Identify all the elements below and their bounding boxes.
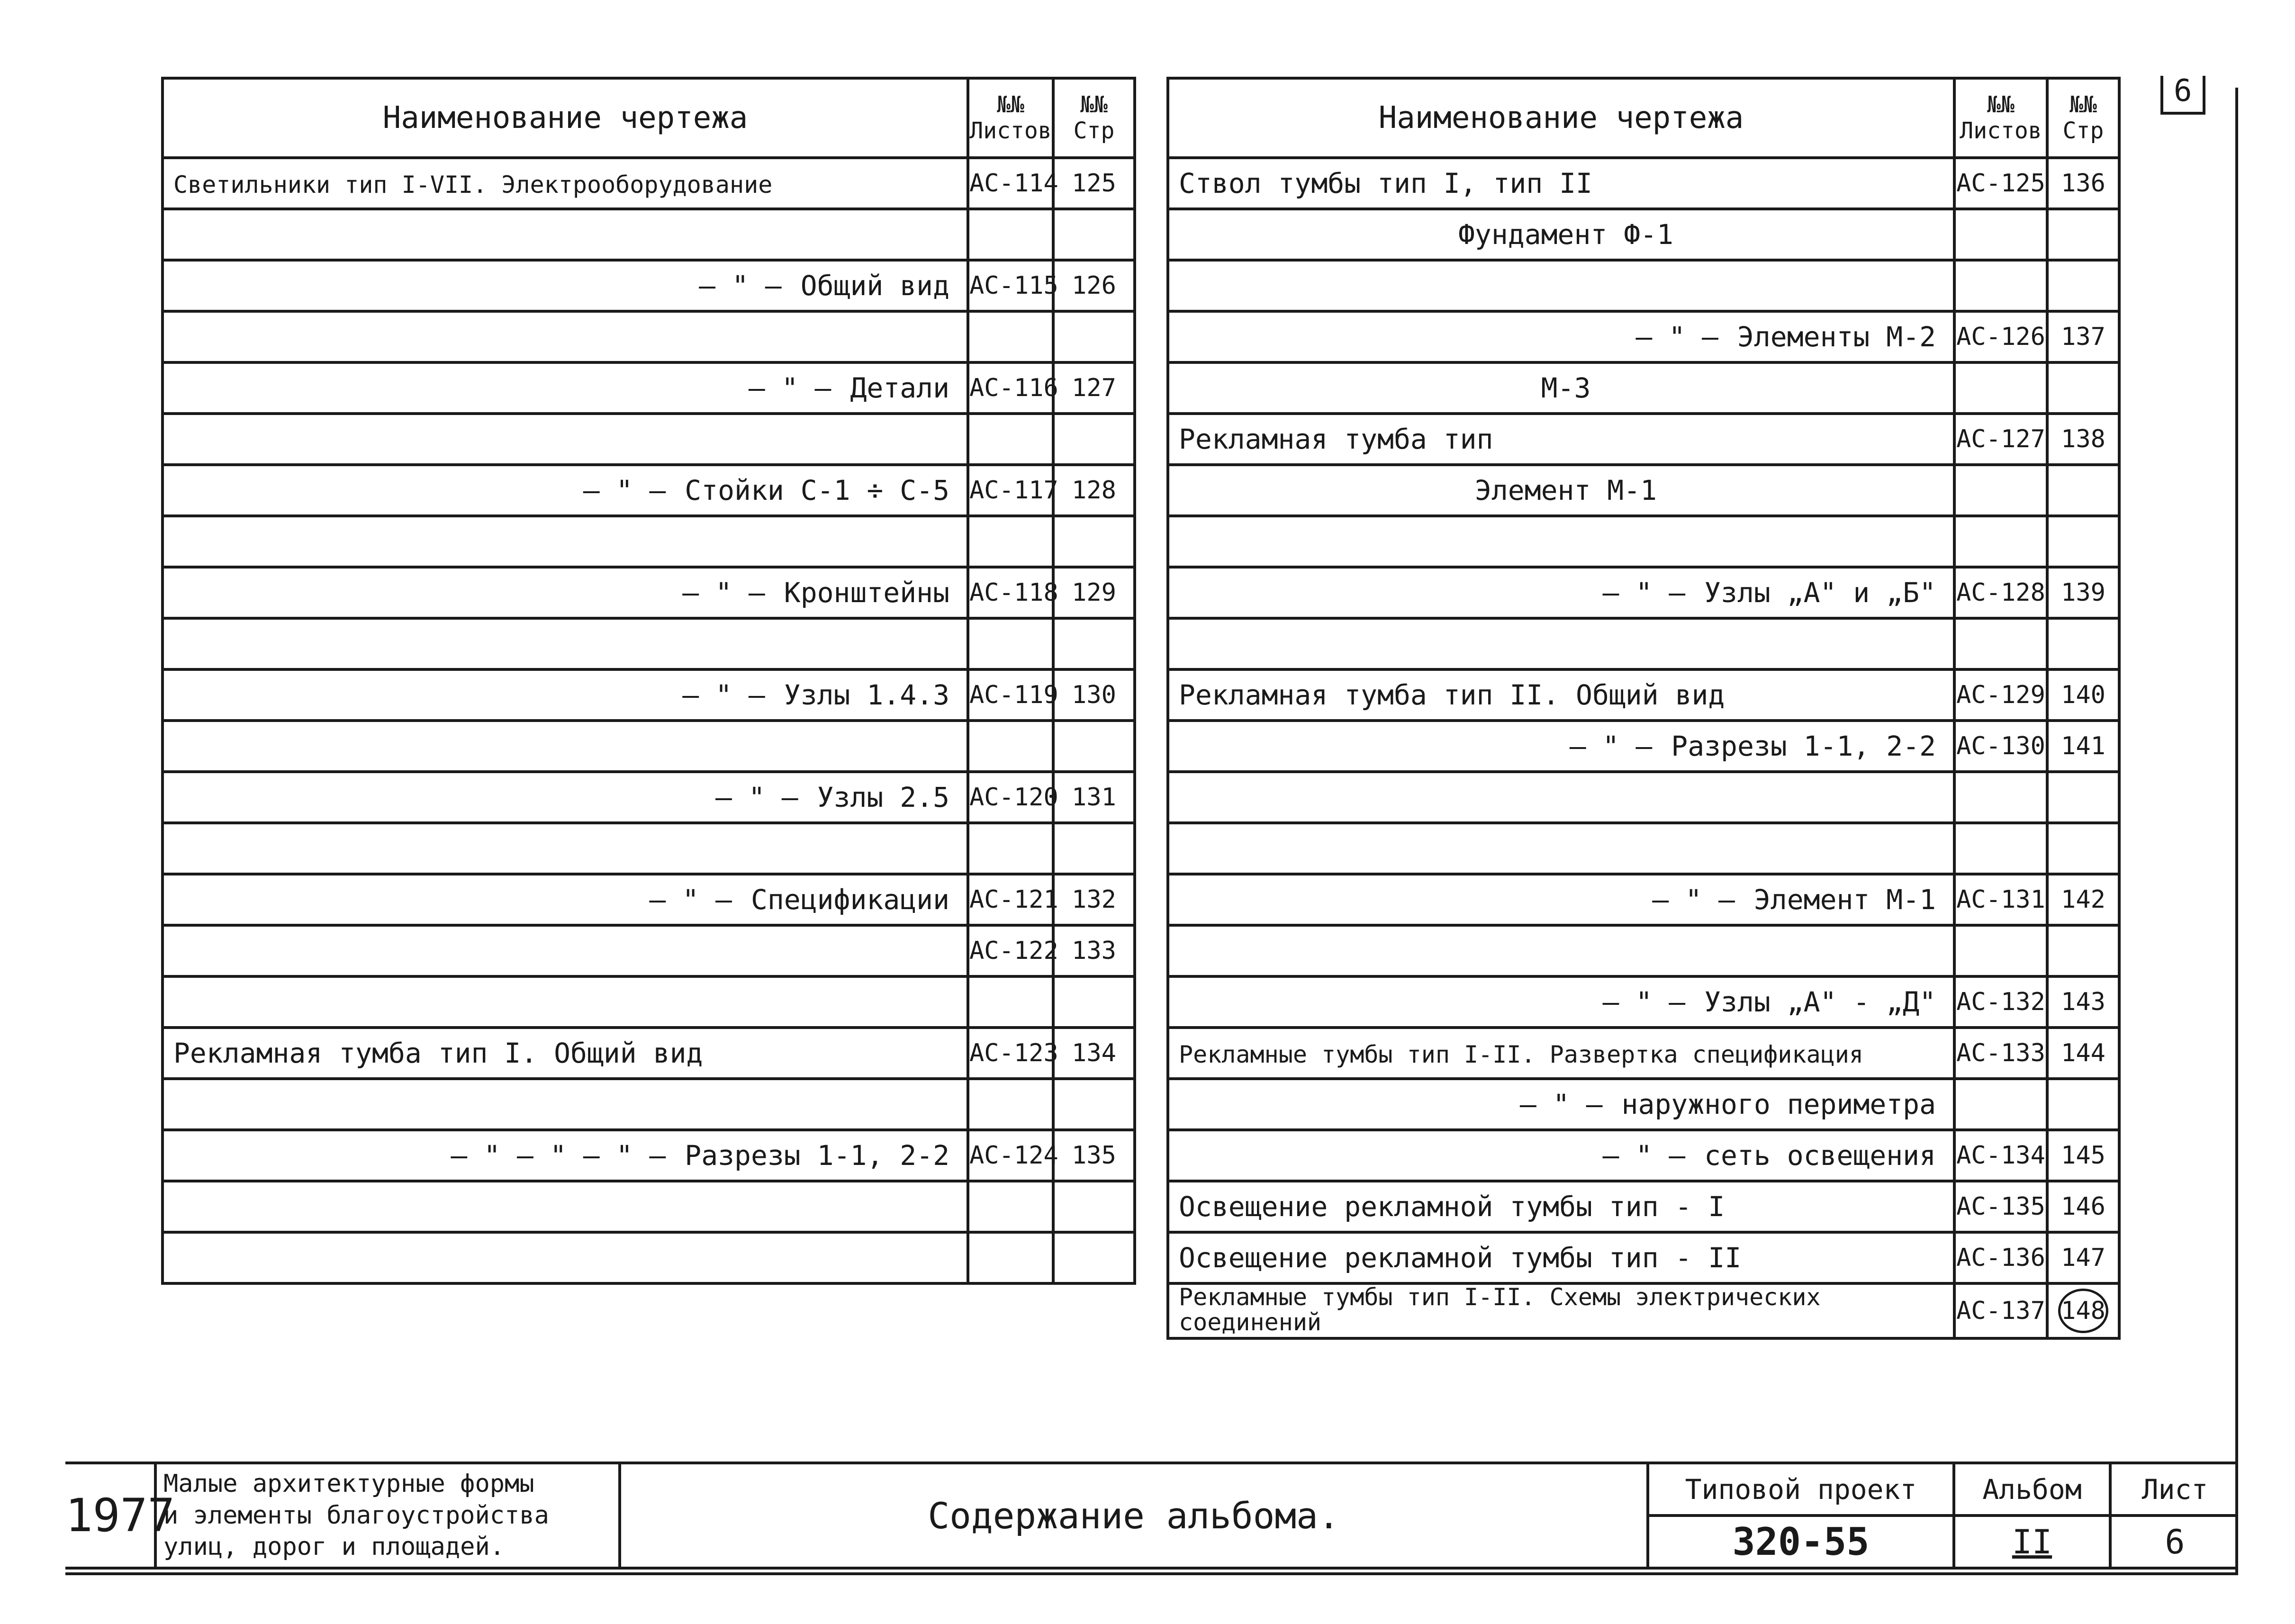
project-label: Типовой проект <box>1648 1463 1954 1516</box>
row-title <box>1168 1283 1954 1338</box>
row-title <box>163 516 968 567</box>
row-page: 129 <box>1053 567 1135 618</box>
row-page <box>1053 976 1135 1028</box>
row-title <box>1168 414 1954 465</box>
row-page <box>1053 209 1135 260</box>
row-sheet: АС-135 <box>1954 1181 2047 1232</box>
table-row <box>163 874 1135 925</box>
row-title-text: Освещение рекламной тумбы тип - II <box>1179 1242 1742 1274</box>
row-title-text: М-3 <box>1541 372 1591 404</box>
table-row <box>1168 1232 2119 1283</box>
row-page: 144 <box>2047 1028 2119 1079</box>
corner-mark: 6 <box>2160 76 2205 115</box>
table-row <box>163 1130 1135 1181</box>
row-sheet: АС-130 <box>1954 721 2047 772</box>
header-sheets: №№ Листов <box>968 78 1053 158</box>
row-page: 142 <box>2047 874 2119 925</box>
row-sheet: АС-118 <box>968 567 1053 618</box>
row-page: 135 <box>1053 1130 1135 1181</box>
row-title-text: Спецификации <box>750 884 949 916</box>
row-sheet: АС-129 <box>1954 669 2047 721</box>
row-sheet: АС-115 <box>968 260 1053 311</box>
row-title <box>163 823 968 874</box>
row-title <box>1168 874 1954 925</box>
row-page: 125 <box>1053 158 1135 209</box>
circled-page: 148 <box>2058 1289 2108 1333</box>
row-sheet: АС-128 <box>1954 567 2047 618</box>
table-row <box>1168 158 2119 209</box>
row-page <box>2047 260 2119 311</box>
row-sheet <box>1954 1079 2047 1130</box>
row-title-text: Элемент М-1 <box>1474 474 1657 506</box>
row-sheet <box>968 1181 1053 1232</box>
table-row <box>1168 772 2119 823</box>
row-title-text: Фундамент Ф-1 <box>1458 218 1673 251</box>
row-sheet <box>968 516 1053 567</box>
table-row <box>163 669 1135 721</box>
row-page <box>2047 925 2119 976</box>
row-title <box>163 1181 968 1232</box>
row-page: 136 <box>2047 158 2119 209</box>
row-title <box>163 465 968 516</box>
row-title <box>1168 567 1954 618</box>
row-page <box>2047 1283 2119 1338</box>
table-row <box>163 362 1135 414</box>
row-title-text: Рекламная тумба тип II. Общий вид <box>1179 679 1725 711</box>
row-sheet: АС-134 <box>1954 1130 2047 1181</box>
row-title <box>163 158 968 209</box>
row-title <box>1168 1028 1954 1079</box>
table-row <box>163 721 1135 772</box>
row-title <box>1168 1181 1954 1232</box>
row-title <box>163 414 968 465</box>
row-page: 141 <box>2047 721 2119 772</box>
table-row <box>1168 925 2119 976</box>
row-sheet <box>968 721 1053 772</box>
row-sheet: АС-122 <box>968 925 1053 976</box>
row-page <box>2047 516 2119 567</box>
row-title <box>1168 772 1954 823</box>
ditto-mark: — " — <box>1602 986 1686 1018</box>
row-sheet <box>1954 362 2047 414</box>
row-sheet: АС-133 <box>1954 1028 2047 1079</box>
row-sheet: АС-127 <box>1954 414 2047 465</box>
table-row <box>1168 414 2119 465</box>
row-title <box>163 209 968 260</box>
row-page: 147 <box>2047 1232 2119 1283</box>
table-row <box>163 567 1135 618</box>
contents-table-left <box>161 77 1136 1285</box>
row-sheet <box>968 823 1053 874</box>
row-title-text: Разрезы 1-1, 2-2 <box>1671 730 1936 762</box>
row-page: 137 <box>2047 311 2119 362</box>
row-title-text: Элементы М-2 <box>1737 321 1936 353</box>
row-sheet <box>1954 516 2047 567</box>
table-row <box>163 311 1135 362</box>
table-row <box>163 260 1135 311</box>
row-title-text: наружного периметра <box>1621 1088 1936 1120</box>
table-row <box>163 925 1135 976</box>
row-title <box>163 925 968 976</box>
row-sheet <box>1954 772 2047 823</box>
ditto-mark: — " — <box>649 884 732 916</box>
header-sheets: №№ Листов <box>1954 78 2047 158</box>
row-sheet: АС-117 <box>968 465 1053 516</box>
row-title-text: Общий вид <box>800 270 949 302</box>
row-title-text: Рекламные тумбы тип I-II. Развертка спецификация <box>1179 1041 1863 1068</box>
row-title <box>1168 669 1954 721</box>
ditto-mark: — " — <box>699 270 782 302</box>
organization <box>155 1463 620 1568</box>
sheet-title: Содержание альбома. <box>620 1463 1648 1568</box>
row-sheet <box>968 1079 1053 1130</box>
row-sheet <box>1954 465 2047 516</box>
ditto-mark: — " — <box>682 577 765 609</box>
row-page <box>2047 618 2119 669</box>
table-row <box>163 976 1135 1028</box>
table-header-right <box>1168 78 2119 158</box>
ditto-mark: — " — <box>715 781 798 813</box>
row-title-text: Стойки С-1 ÷ С-5 <box>685 474 949 506</box>
row-title-text: Светильники тип I-VII. Электрооборудование <box>173 171 773 198</box>
table-row <box>1168 209 2119 260</box>
row-title <box>1168 1079 1954 1130</box>
row-sheet: АС-121 <box>968 874 1053 925</box>
table-row <box>1168 362 2119 414</box>
row-title <box>163 1232 968 1283</box>
row-title <box>1168 1232 1954 1283</box>
ditto-mark: — " — <box>1635 321 1718 353</box>
org-line-3: улиц, дорог и площадей. <box>163 1533 505 1561</box>
row-title <box>163 772 968 823</box>
table-row <box>163 1232 1135 1283</box>
row-title-text: Детали <box>850 372 949 404</box>
table-row <box>1168 1283 2119 1338</box>
year: 1977 <box>65 1463 155 1568</box>
row-page <box>2047 465 2119 516</box>
table-row <box>1168 823 2119 874</box>
title-block <box>65 1462 2238 1570</box>
row-title <box>1168 158 1954 209</box>
row-title <box>1168 1130 1954 1181</box>
row-sheet: АС-131 <box>1954 874 2047 925</box>
row-sheet <box>968 1232 1053 1283</box>
table-row <box>1168 260 2119 311</box>
row-page: 131 <box>1053 772 1135 823</box>
row-sheet <box>1954 260 2047 311</box>
row-title <box>163 362 968 414</box>
table-row <box>163 414 1135 465</box>
row-title-text: Рекламные тумбы тип I-II. Схемы электрических соединений <box>1179 1283 1821 1336</box>
row-sheet <box>968 976 1053 1028</box>
row-page <box>2047 362 2119 414</box>
row-page: 140 <box>2047 669 2119 721</box>
ditto-mark: — " — <box>1569 730 1653 762</box>
table-row <box>163 1028 1135 1079</box>
row-page <box>2047 823 2119 874</box>
row-page: 138 <box>2047 414 2119 465</box>
row-sheet: АС-119 <box>968 669 1053 721</box>
row-sheet: АС-137 <box>1954 1283 2047 1338</box>
header-name: Наименование чертежа <box>1168 78 1954 158</box>
row-page: 132 <box>1053 874 1135 925</box>
row-title <box>163 669 968 721</box>
ditto-mark: — " — " — " — <box>451 1139 666 1172</box>
table-row <box>1168 516 2119 567</box>
org-line-1: Малые архитектурные формы <box>163 1470 534 1498</box>
header-page: №№ Стр <box>2047 78 2119 158</box>
row-title <box>163 618 968 669</box>
row-sheet: АС-136 <box>1954 1232 2047 1283</box>
project-number: 320-55 <box>1648 1516 1954 1568</box>
table-row <box>163 516 1135 567</box>
row-sheet <box>968 414 1053 465</box>
ditto-mark: — " — <box>1602 577 1686 609</box>
row-page <box>1053 311 1135 362</box>
table-row <box>1168 874 2119 925</box>
table-row <box>163 1181 1135 1232</box>
row-page: 128 <box>1053 465 1135 516</box>
row-page: 126 <box>1053 260 1135 311</box>
album-label: Альбом <box>1954 1463 2110 1516</box>
row-page <box>2047 1079 2119 1130</box>
row-sheet <box>968 618 1053 669</box>
row-title-text: Рекламная тумба тип I. Общий вид <box>173 1037 703 1069</box>
row-page: 143 <box>2047 976 2119 1028</box>
row-sheet: АС-120 <box>968 772 1053 823</box>
header-page: №№ Стр <box>1053 78 1135 158</box>
row-page <box>2047 772 2119 823</box>
ditto-mark: — " — <box>682 679 765 711</box>
ditto-mark: — " — <box>1602 1139 1686 1172</box>
row-page <box>1053 516 1135 567</box>
row-title <box>163 260 968 311</box>
row-sheet: АС-126 <box>1954 311 2047 362</box>
row-page <box>1053 721 1135 772</box>
row-sheet: АС-114 <box>968 158 1053 209</box>
ditto-mark: — " — <box>583 474 666 506</box>
frame-bottom-line <box>65 1572 2238 1575</box>
ditto-mark: — " — <box>1652 884 1735 916</box>
row-title <box>1168 721 1954 772</box>
row-title <box>1168 516 1954 567</box>
row-title-text: сеть освещения <box>1704 1139 1936 1172</box>
row-title <box>163 311 968 362</box>
row-title <box>163 1130 968 1181</box>
table-row <box>163 823 1135 874</box>
contents-table-right <box>1166 77 2121 1340</box>
row-title-text: Элемент М-1 <box>1753 884 1936 916</box>
row-title <box>1168 823 1954 874</box>
table-row <box>1168 669 2119 721</box>
row-page <box>2047 209 2119 260</box>
row-page: 134 <box>1053 1028 1135 1079</box>
table-row <box>1168 1079 2119 1130</box>
row-page <box>1053 1181 1135 1232</box>
row-title <box>1168 618 1954 669</box>
row-page: 145 <box>2047 1130 2119 1181</box>
row-title <box>163 1079 968 1130</box>
table-row <box>1168 1181 2119 1232</box>
album-value: II <box>1954 1516 2110 1568</box>
row-title <box>163 874 968 925</box>
row-title <box>1168 976 1954 1028</box>
row-page <box>1053 823 1135 874</box>
row-sheet <box>968 209 1053 260</box>
row-title-text: Разрезы 1-1, 2-2 <box>685 1139 949 1172</box>
table-row <box>1168 976 2119 1028</box>
table-row <box>163 1079 1135 1130</box>
row-title <box>163 567 968 618</box>
row-title <box>1168 311 1954 362</box>
row-page: 133 <box>1053 925 1135 976</box>
table-row <box>1168 1130 2119 1181</box>
table-row <box>163 209 1135 260</box>
row-title <box>1168 209 1954 260</box>
sheet-label: Лист <box>2110 1463 2238 1516</box>
row-title <box>1168 465 1954 516</box>
row-title-text: Ствол тумбы тип I, тип II <box>1179 167 1592 199</box>
row-title <box>163 976 968 1028</box>
row-page: 127 <box>1053 362 1135 414</box>
row-sheet <box>1954 618 2047 669</box>
row-title-text: Узлы „А" и „Б" <box>1704 577 1936 609</box>
row-sheet <box>1954 925 2047 976</box>
row-page <box>1053 618 1135 669</box>
row-title-text: Освещение рекламной тумбы тип - I <box>1179 1191 1725 1223</box>
ditto-mark: — " — <box>1519 1088 1603 1120</box>
row-title-text: Узлы 1.4.3 <box>784 679 949 711</box>
ditto-mark: — " — <box>748 372 831 404</box>
table-row <box>1168 721 2119 772</box>
row-page <box>1053 1079 1135 1130</box>
row-title <box>1168 925 1954 976</box>
row-page: 130 <box>1053 669 1135 721</box>
row-page: 139 <box>2047 567 2119 618</box>
row-title <box>163 721 968 772</box>
row-title <box>1168 260 1954 311</box>
row-title <box>163 1028 968 1079</box>
table-row <box>1168 311 2119 362</box>
table-row <box>163 465 1135 516</box>
row-page <box>1053 1232 1135 1283</box>
table-row <box>163 772 1135 823</box>
table-header-left <box>163 78 1135 158</box>
table-row <box>163 618 1135 669</box>
row-title <box>1168 362 1954 414</box>
row-title-text: Узлы „А" - „Д" <box>1704 986 1936 1018</box>
row-title-text: Узлы 2.5 <box>817 781 949 813</box>
row-sheet: АС-132 <box>1954 976 2047 1028</box>
row-page <box>1053 414 1135 465</box>
row-sheet <box>968 311 1053 362</box>
row-sheet <box>1954 823 2047 874</box>
table-row <box>1168 465 2119 516</box>
row-page: 146 <box>2047 1181 2119 1232</box>
sheet-value: 6 <box>2110 1516 2238 1568</box>
table-row <box>1168 567 2119 618</box>
org-line-2: и элементы благоустройства <box>163 1501 549 1530</box>
table-row <box>163 158 1135 209</box>
row-sheet <box>1954 209 2047 260</box>
header-name: Наименование чертежа <box>163 78 968 158</box>
row-title-text: Кронштейны <box>784 577 949 609</box>
table-row <box>1168 618 2119 669</box>
frame-right-line <box>2235 88 2238 1575</box>
row-sheet: АС-116 <box>968 362 1053 414</box>
row-sheet: АС-124 <box>968 1130 1053 1181</box>
row-title-text: Рекламная тумба тип <box>1179 423 1493 455</box>
row-sheet: АС-123 <box>968 1028 1053 1079</box>
row-sheet: АС-125 <box>1954 158 2047 209</box>
table-row <box>1168 1028 2119 1079</box>
